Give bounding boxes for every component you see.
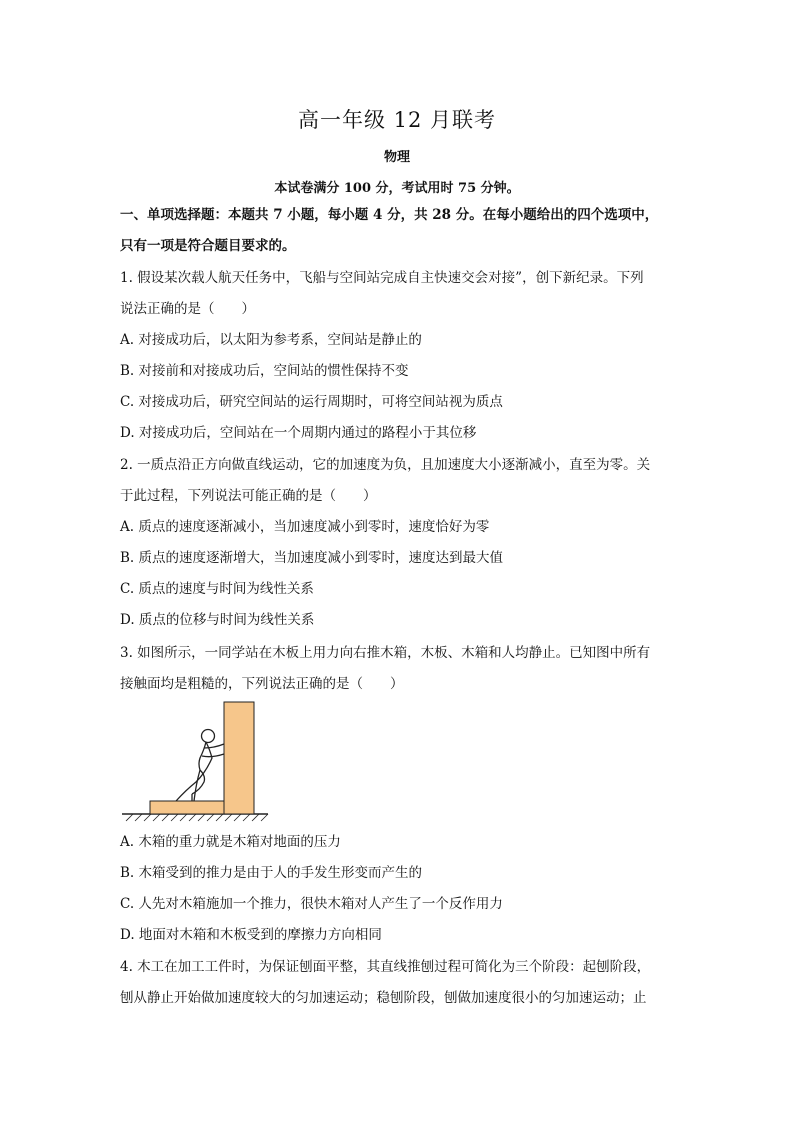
push-box-figure: [120, 698, 270, 822]
q2-option-d: D. 质点的位移与时间为线性关系: [120, 612, 315, 628]
q1-option-b: B. 对接前和对接成功后，空间站的惯性保持不变: [120, 363, 409, 379]
q3-option-d: D. 地面对木箱和木板受到的摩擦力方向相同: [120, 927, 382, 943]
section-heading-line-2: 只有一项是符合题目要求的。: [120, 238, 296, 254]
q1-option-d: D. 对接成功后，空间站在一个周期内通过的路程小于其位移: [120, 425, 477, 441]
exam-notice: 本试卷满分 100 分，考试用时 75 分钟。: [274, 181, 520, 196]
q3-stem-line-1: 3. 如图所示，一同学站在木板上用力向右推木箱，木板、木箱和人均静止。已知图中所有: [120, 645, 651, 661]
q2-option-c: C. 质点的速度与时间为线性关系: [120, 581, 314, 597]
q2-stem-line-2: 于此过程，下列说法可能正确的是（ ）: [120, 488, 377, 504]
exam-subject: 物理: [383, 150, 410, 165]
q4-stem-line-1: 4. 木工在加工工件时，为保证刨面平整，其直线推刨过程可简化为三个阶段：起刨阶段，: [120, 959, 651, 975]
q3-stem-line-2: 接触面均是粗糙的，下列说法正确的是（ ）: [120, 676, 404, 692]
q3-option-b: B. 木箱受到的推力是由于人的手发生形变而产生的: [120, 865, 423, 881]
q1-stem-line-1: 1. 假设某次载人航天任务中，飞船与空间站完成自主快速交会对接”，创下新纪录。下列: [120, 270, 644, 286]
q1-stem-line-2: 说法正确的是（ ）: [120, 301, 255, 317]
exam-title: 高一年级 12 月联考: [297, 108, 497, 132]
wooden-board: [150, 801, 224, 814]
q1-option-c: C. 对接成功后，研究空间站的运行周期时，可将空间站视为质点: [120, 394, 503, 410]
q2-stem-line-1: 2. 一质点沿正方向做直线运动，它的加速度为负，且加速度大小逐渐减小，直至为零。关: [120, 457, 651, 473]
person-figure: [176, 730, 224, 802]
q4-stem-line-2: 刨从静止开始做加速度较大的匀加速运动；稳刨阶段，刨做加速度很小的匀加速运动；止: [120, 990, 647, 1006]
section-heading-line-1: 一、单项选择题：本题共 7 小题，每小题 4 分，共 28 分。在每小题给出的四个选项中，: [120, 207, 659, 223]
wooden-box: [224, 702, 254, 814]
q3-option-c: C. 人先对木箱施加一个推力，很快木箱对人产生了一个反作用力: [120, 896, 503, 912]
q1-option-a: A. 对接成功后，以太阳为参考系，空间站是静止的: [120, 332, 422, 348]
q3-option-a: A. 木箱的重力就是木箱对地面的压力: [120, 834, 341, 850]
q2-option-b: B. 质点的速度逐渐增大，当加速度减小到零时，速度达到最大值: [120, 550, 504, 566]
ground-hatching: [126, 814, 268, 821]
q2-option-a: A. 质点的速度逐渐减小，当加速度减小到零时，速度恰好为零: [120, 519, 490, 535]
